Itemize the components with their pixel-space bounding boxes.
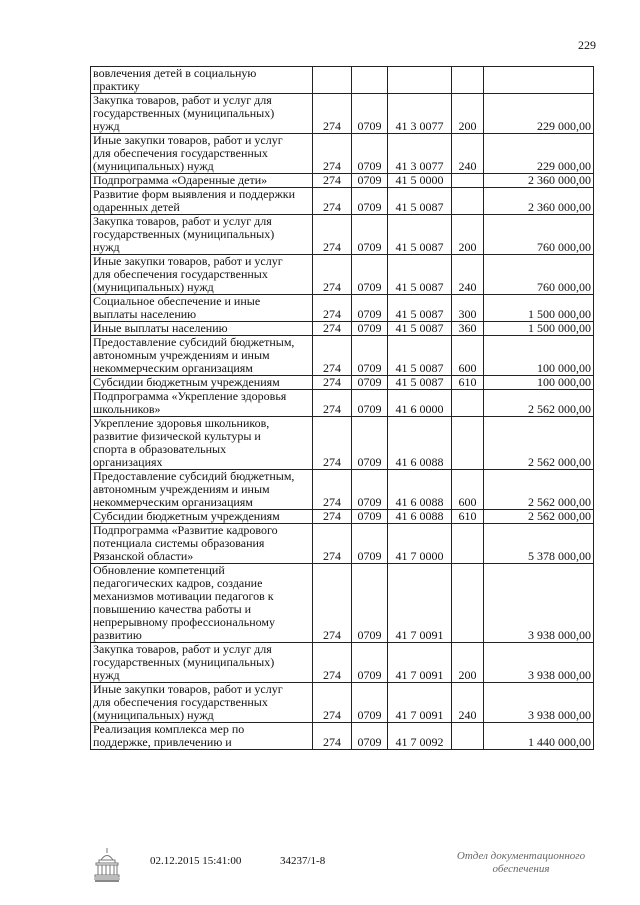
- page-number: 229: [578, 38, 596, 52]
- cell-expense-kind: [452, 524, 484, 564]
- item-name-line: Субсидии бюджетным учреждениям: [93, 509, 280, 523]
- cell-grbs: [313, 67, 352, 94]
- cell-expense-kind: 600: [452, 470, 484, 510]
- item-name-line: педагогических кадров, создание: [93, 576, 263, 590]
- item-name-line: непрерывному профессиональному: [93, 615, 276, 629]
- cell-target-article: 41 5 0087: [388, 188, 452, 215]
- cell-amount: 2 562 000,00: [484, 417, 594, 470]
- cell-amount: 5 378 000,00: [484, 524, 594, 564]
- table-row: [91, 417, 594, 470]
- table-row: [91, 215, 594, 255]
- table-row: [91, 683, 594, 723]
- cell-section: 0709: [352, 723, 388, 750]
- item-name-line: (муниципальных) нужд: [93, 280, 214, 294]
- table-row: [91, 94, 594, 134]
- cell-target-article: 41 5 0000: [388, 174, 452, 188]
- item-name-line: некоммерческим организациям: [93, 361, 253, 375]
- cell-grbs: 274: [313, 723, 352, 750]
- cell-section: 0709: [352, 417, 388, 470]
- footer-stamp: [446, 850, 596, 876]
- item-name-line: нужд: [93, 119, 120, 133]
- cell-section: 0709: [352, 564, 388, 643]
- cell-expense-kind: 240: [452, 134, 484, 174]
- item-name-line: Подпрограмма «Развитие кадрового: [93, 523, 278, 537]
- cell-amount: 100 000,00: [484, 376, 594, 390]
- cell-section: 0709: [352, 215, 388, 255]
- cell-amount: 100 000,00: [484, 336, 594, 376]
- item-name-line: Обновление компетенций: [93, 563, 225, 577]
- table-row: [91, 67, 594, 94]
- table-row: [91, 188, 594, 215]
- cell-grbs: 274: [313, 94, 352, 134]
- cell-amount: 2 562 000,00: [484, 510, 594, 524]
- cell-section: 0709: [352, 295, 388, 322]
- table-row: [91, 322, 594, 336]
- cell-target-article: 41 6 0088: [388, 417, 452, 470]
- item-name-line: некоммерческим организациям: [93, 495, 253, 509]
- cell-section: 0709: [352, 255, 388, 295]
- item-name-line: (муниципальных) нужд: [93, 159, 214, 173]
- cell-expense-kind: [452, 174, 484, 188]
- cell-amount: 229 000,00: [484, 94, 594, 134]
- cell-amount: 2 360 000,00: [484, 174, 594, 188]
- footer-stamp-line: Отдел документационного: [456, 850, 586, 862]
- cell-target-article: 41 3 0077: [388, 94, 452, 134]
- item-name-line: нужд: [93, 240, 120, 254]
- cell-section: 0709: [352, 322, 388, 336]
- cell-item-name: [91, 683, 313, 723]
- item-name-line: Развитие форм выявления и поддержки: [93, 187, 296, 201]
- cell-target-article: 41 6 0088: [388, 470, 452, 510]
- cell-grbs: 274: [313, 336, 352, 376]
- item-name-line: развитие физической культуры и: [93, 429, 261, 443]
- cell-section: 0709: [352, 390, 388, 417]
- cell-item-name: [91, 723, 313, 750]
- table-row: [91, 376, 594, 390]
- item-name-line: спорта в образовательных: [93, 442, 227, 456]
- cell-item-name: [91, 94, 313, 134]
- cell-target-article: 41 5 0087: [388, 255, 452, 295]
- cell-target-article: 41 7 0091: [388, 643, 452, 683]
- cell-target-article: 41 7 0000: [388, 524, 452, 564]
- cell-grbs: 274: [313, 683, 352, 723]
- item-name-line: повышению качества работы и: [93, 602, 252, 616]
- cell-expense-kind: 200: [452, 643, 484, 683]
- item-name-line: Укрепление здоровья школьников,: [93, 416, 270, 430]
- item-name-line: государственных (муниципальных): [93, 106, 275, 120]
- item-name-line: для обеспечения государственных: [93, 267, 268, 281]
- cell-target-article: 41 7 0092: [388, 723, 452, 750]
- item-name-line: Предоставление субсидий бюджетным,: [93, 335, 295, 349]
- cell-amount: 3 938 000,00: [484, 564, 594, 643]
- cell-amount: 2 360 000,00: [484, 188, 594, 215]
- cell-item-name: [91, 215, 313, 255]
- footer-stamp-line: обеспечения: [492, 863, 550, 875]
- cell-item-name: [91, 643, 313, 683]
- item-name-line: Рязанской области»: [93, 549, 194, 563]
- cell-grbs: 274: [313, 215, 352, 255]
- item-name-line: Иные закупки товаров, работ и услуг: [93, 133, 283, 147]
- cell-grbs: 274: [313, 134, 352, 174]
- cell-amount: 2 562 000,00: [484, 470, 594, 510]
- cell-item-name: [91, 188, 313, 215]
- cell-expense-kind: 200: [452, 94, 484, 134]
- cell-grbs: 274: [313, 376, 352, 390]
- footer-datetime: 02.12.2015 15:41:00: [150, 855, 242, 867]
- cell-item-name: [91, 390, 313, 417]
- cell-target-article: 41 5 0087: [388, 322, 452, 336]
- table-row: [91, 723, 594, 750]
- item-name-line: (муниципальных) нужд: [93, 708, 214, 722]
- cell-expense-kind: 240: [452, 683, 484, 723]
- cell-item-name: [91, 174, 313, 188]
- table-row: [91, 174, 594, 188]
- cell-grbs: 274: [313, 255, 352, 295]
- cell-section: 0709: [352, 376, 388, 390]
- cell-amount: 760 000,00: [484, 215, 594, 255]
- item-name-line: выплаты населению: [93, 307, 197, 321]
- cell-expense-kind: 200: [452, 215, 484, 255]
- item-name-line: Предоставление субсидий бюджетным,: [93, 469, 295, 483]
- cell-grbs: 274: [313, 295, 352, 322]
- cell-amount: 3 938 000,00: [484, 643, 594, 683]
- item-name-line: механизмов мотивации педагогов к: [93, 589, 274, 603]
- item-name-line: Реализация комплекса мер по: [93, 722, 245, 736]
- item-name-line: для обеспечения государственных: [93, 695, 268, 709]
- item-name-line: одаренных детей: [93, 200, 180, 214]
- cell-expense-kind: 600: [452, 336, 484, 376]
- cell-target-article: 41 6 0000: [388, 390, 452, 417]
- item-name-line: Иные выплаты населению: [93, 321, 228, 335]
- item-name-line: Закупка товаров, работ и услуг для: [93, 214, 272, 228]
- table-row: [91, 470, 594, 510]
- item-name-line: Иные закупки товаров, работ и услуг: [93, 254, 283, 268]
- cell-section: 0709: [352, 188, 388, 215]
- item-name-line: потенциала системы образования: [93, 536, 265, 550]
- cell-section: [352, 67, 388, 94]
- cell-amount: 2 562 000,00: [484, 390, 594, 417]
- cell-grbs: 274: [313, 322, 352, 336]
- cell-item-name: [91, 524, 313, 564]
- cell-target-article: 41 5 0087: [388, 215, 452, 255]
- cell-grbs: 274: [313, 417, 352, 470]
- item-name-line: развитию: [93, 628, 142, 642]
- cell-target-article: 41 7 0091: [388, 564, 452, 643]
- cell-section: 0709: [352, 683, 388, 723]
- cell-grbs: 274: [313, 564, 352, 643]
- item-name-line: практику: [93, 79, 140, 93]
- cell-amount: 760 000,00: [484, 255, 594, 295]
- cell-item-name: [91, 417, 313, 470]
- cell-expense-kind: 610: [452, 376, 484, 390]
- budget-table-body: [91, 67, 594, 750]
- cell-grbs: 274: [313, 510, 352, 524]
- table-row: [91, 510, 594, 524]
- cell-item-name: [91, 295, 313, 322]
- table-row: [91, 564, 594, 643]
- cell-grbs: 274: [313, 524, 352, 564]
- table-row: [91, 336, 594, 376]
- cell-expense-kind: 610: [452, 510, 484, 524]
- item-name-line: Закупка товаров, работ и услуг для: [93, 642, 272, 656]
- cell-section: 0709: [352, 336, 388, 376]
- cell-target-article: 41 5 0087: [388, 376, 452, 390]
- cell-expense-kind: [452, 417, 484, 470]
- item-name-line: организациях: [93, 455, 163, 469]
- cell-target-article: 41 6 0088: [388, 510, 452, 524]
- cell-grbs: 274: [313, 188, 352, 215]
- cell-section: 0709: [352, 134, 388, 174]
- cell-amount: 1 440 000,00: [484, 723, 594, 750]
- cell-section: 0709: [352, 510, 388, 524]
- cell-target-article: 41 3 0077: [388, 134, 452, 174]
- cell-grbs: 274: [313, 470, 352, 510]
- cell-amount: 1 500 000,00: [484, 295, 594, 322]
- cell-grbs: 274: [313, 174, 352, 188]
- cell-item-name: [91, 376, 313, 390]
- cell-item-name: [91, 336, 313, 376]
- item-name-line: автономным учреждениям и иным: [93, 348, 270, 362]
- cell-section: 0709: [352, 94, 388, 134]
- table-row: [91, 643, 594, 683]
- cell-item-name: [91, 564, 313, 643]
- cell-target-article: [388, 67, 452, 94]
- cell-target-article: 41 5 0087: [388, 336, 452, 376]
- item-name-line: Социальное обеспечение и иные: [93, 294, 261, 308]
- cell-expense-kind: [452, 723, 484, 750]
- item-name-line: школьников»: [93, 402, 161, 416]
- item-name-line: нужд: [93, 668, 120, 682]
- item-name-line: Подпрограмма «Одаренные дети»: [93, 173, 268, 187]
- item-name-line: вовлечения детей в социальную: [93, 66, 257, 80]
- item-name-line: государственных (муниципальных): [93, 655, 275, 669]
- cell-item-name: [91, 67, 313, 94]
- table-row: [91, 295, 594, 322]
- cell-section: 0709: [352, 174, 388, 188]
- cell-expense-kind: 300: [452, 295, 484, 322]
- table-row: [91, 390, 594, 417]
- cell-item-name: [91, 322, 313, 336]
- item-name-line: поддержке, привлечению и: [93, 735, 232, 749]
- cell-target-article: 41 7 0091: [388, 683, 452, 723]
- cell-grbs: 274: [313, 390, 352, 417]
- cell-expense-kind: [452, 564, 484, 643]
- cell-item-name: [91, 510, 313, 524]
- cell-section: 0709: [352, 470, 388, 510]
- cell-target-article: 41 5 0087: [388, 295, 452, 322]
- cell-expense-kind: 240: [452, 255, 484, 295]
- cell-expense-kind: [452, 188, 484, 215]
- cell-item-name: [91, 255, 313, 295]
- item-name-line: Субсидии бюджетным учреждениям: [93, 375, 280, 389]
- cell-amount: 1 500 000,00: [484, 322, 594, 336]
- cell-amount: 3 938 000,00: [484, 683, 594, 723]
- cell-amount: 229 000,00: [484, 134, 594, 174]
- footer-doc-number: 34237/1-8: [280, 855, 326, 867]
- table-row: [91, 134, 594, 174]
- item-name-line: Подпрограмма «Укрепление здоровья: [93, 389, 287, 403]
- item-name-line: Иные закупки товаров, работ и услуг: [93, 682, 283, 696]
- cell-section: 0709: [352, 524, 388, 564]
- cell-expense-kind: [452, 390, 484, 417]
- item-name-line: государственных (муниципальных): [93, 227, 275, 241]
- cell-grbs: 274: [313, 643, 352, 683]
- cell-expense-kind: 360: [452, 322, 484, 336]
- cell-amount: [484, 67, 594, 94]
- cell-item-name: [91, 134, 313, 174]
- table-row: [91, 524, 594, 564]
- item-name-line: автономным учреждениям и иным: [93, 482, 270, 496]
- item-name-line: для обеспечения государственных: [93, 146, 268, 160]
- cell-section: 0709: [352, 643, 388, 683]
- cell-item-name: [91, 470, 313, 510]
- budget-table: [90, 66, 594, 750]
- duma-building-icon: [92, 846, 122, 884]
- cell-expense-kind: [452, 67, 484, 94]
- item-name-line: Закупка товаров, работ и услуг для: [93, 93, 272, 107]
- table-row: [91, 255, 594, 295]
